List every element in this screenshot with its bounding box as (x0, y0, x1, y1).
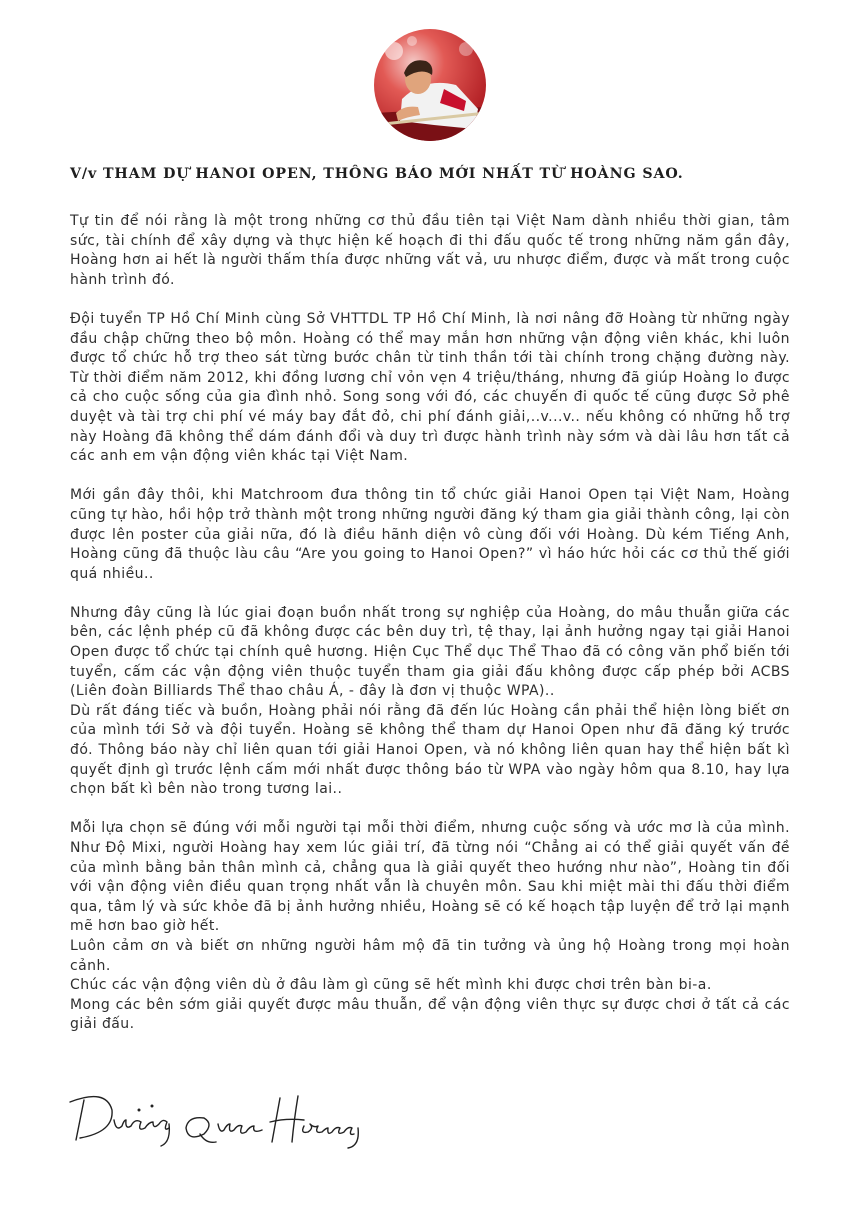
paragraph-8: Chúc các vận động viên dù ở đâu làm gì cũng sẽ hết mình khi được chơi trên bàn bi-a. (70, 977, 712, 994)
paragraph-2: Đội tuyển TP Hồ Chí Minh cùng Sở VHTTDL TP Hồ Chí Minh, là nơi nâng đỡ Hoàng từ những ngày đầu chập chững theo bộ môn. Hoàng có thể may mắn hơn những vận động viên khác, khi luôn được tổ chức hỗ trợ theo sát từng bước chân từ tinh thần tới tài chính trong chặng đường này. Từ thời điểm năm 2012, khi đồng lương chỉ vỏn vẹn 4 triệu/tháng, nhưng đã giúp Hoàng lo được cả cho cuộc sống của gia đình nhỏ. Song song với đó, các chuyến đi quốc tế cũng được Sở phê duyệt và tài trợ chi phí vé máy bay đắt đỏ, chi phí đánh giải,..v...v.. nếu không có những hỗ trợ này Hoàng đã không thể dám đánh đổi và duy trì được hành trình này sớm và dài lâu hơn tất cả các anh em vận động viên khác tại Việt Nam. (70, 310, 790, 465)
letter-body (70, 212, 790, 1035)
paragraph-4: Nhưng đây cũng là lúc giai đoạn buồn nhất trong sự nghiệp của Hoàng, do mâu thuẫn giữa các bên, các lệnh phép cũ đã không được các bên duy trì, tệ thay, lại ảnh hưởng ngay tại giải Hanoi Open được tổ chức tại chính quê hương. Hiện Cục Thể dục Thể Thao đã có công văn phổ biến tới tuyển, cấm các vận động viên thuộc tuyển tham gia giải đấu không được cấp phép bởi ACBS (Liên đoàn Billiards Thể thao châu Á, - đây là đơn vị thuộc WPA).. (70, 604, 790, 700)
handwritten-signature (66, 1080, 386, 1150)
letter-title: V/v THAM DỰ HANOI OPEN, THÔNG BÁO MỚI NHẤT TỪ HOÀNG SAO. (70, 166, 684, 182)
paragraph-5: Dù rất đáng tiếc và buồn, Hoàng phải nói rằng đã đến lúc Hoàng cần phải thể hiện lòng biết ơn của mình tới Sở và đội tuyển. Hoàng sẽ không thể tham dự Hanoi Open như đã đăng ký trước đó. Thông báo này chỉ liên quan tới giải Hanoi Open, và nó không liên quan hay thể hiện bất kì quyết định gì trước lệnh cấm mới nhất được thông báo từ WPA vào ngày hôm qua 8.10, hay lựa chọn bất kì bên nào trong tương lai.. (70, 702, 790, 798)
paragraph-1: Tự tin để nói rằng là một trong những cơ thủ đầu tiên tại Việt Nam dành nhiều thời gian, tâm sức, tài chính để xây dựng và thực hiện kế hoạch đi thi đấu quốc tế trong những năm gần đây, Hoàng hơn ai hết là người thấm thía được những vất vả, ưu nhược điểm, được và mất trong cuộc hành trình đó. (70, 213, 790, 288)
profile-photo (374, 29, 486, 141)
paragraph-6: Mỗi lựa chọn sẽ đúng với mỗi người tại mỗi thời điểm, nhưng cuộc sống và ước mơ là của mình. Như Độ Mixi, người Hoàng hay xem lúc giải trí, đã từng nói “Chẳng ai có thể giải quyết vấn đề của mình bằng bản thân mình cả, chẳng qua là giải quyết theo hướng như nào”, Hoàng tin đối với vận động viên điều quan trọng nhất vẫn là chuyên môn. Sau khi miệt mài thi đấu thời điểm qua, tâm lý và sức khỏe đã bị ảnh hưởng nhiều, Hoàng sẽ có kế hoạch tập luyện để trở lại mạnh mẽ hơn bao giờ hết. (70, 820, 790, 935)
paragraph-9: Mong các bên sớm giải quyết được mâu thuẫn, để vận động viên thực sự được chơi ở tất cả các giải đấu. (70, 996, 790, 1033)
paragraph-3: Mới gần đây thôi, khi Matchroom đưa thông tin tổ chức giải Hanoi Open tại Việt Nam, Hoàng cũng tự hào, hồi hộp trở thành một trong những người đăng ký tham gia giải thành công, lại còn được lên poster của giải nữa, đó là điều hãnh diện vô cùng đối với Hoàng. Dù kém Tiếng Anh, Hoàng cũng đã thuộc làu câu “Are you going to Hanoi Open?” vì háo hức hỏi các cơ thủ thế giới quá nhiều.. (70, 487, 790, 582)
paragraph-7: Luôn cảm ơn và biết ơn những người hâm mộ đã tin tưởng và ủng hộ Hoàng trong mọi hoàn cảnh. (70, 937, 790, 974)
